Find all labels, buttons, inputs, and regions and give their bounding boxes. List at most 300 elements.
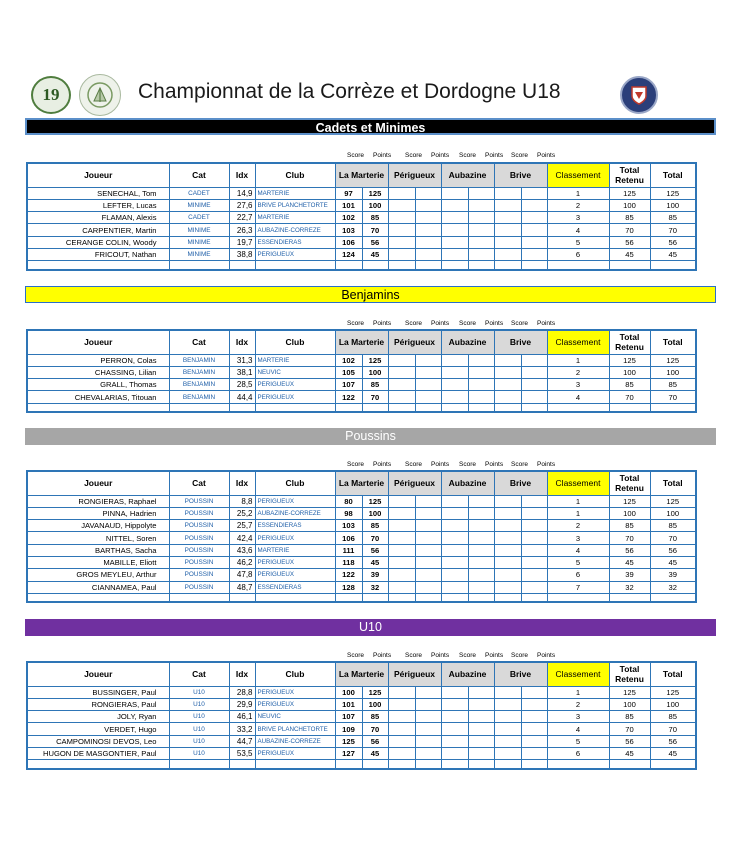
score-label: Score — [347, 652, 364, 659]
category: U10 — [169, 698, 229, 710]
club: AUBAZINE-CORREZE — [255, 224, 335, 236]
table-row — [27, 735, 696, 747]
index: 33,2 — [229, 723, 255, 735]
index: 28,8 — [229, 686, 255, 698]
score: 124 — [335, 248, 362, 260]
empty-cell — [441, 581, 468, 593]
empty-cell — [441, 199, 468, 211]
total-retenu: 70 — [609, 723, 650, 735]
points-label: Points — [431, 652, 450, 659]
rank: 3 — [547, 532, 609, 544]
score: 98 — [335, 507, 362, 519]
total: 100 — [650, 698, 696, 710]
header-course-brive: Brive — [494, 330, 547, 354]
club: ESSENDIERAS — [255, 520, 335, 532]
total: 70 — [650, 224, 696, 236]
empty-cell — [441, 760, 468, 769]
total: 56 — [650, 236, 696, 248]
club: MARTERIE — [255, 212, 335, 224]
header-course-brive: Brive — [494, 471, 547, 495]
empty-cell — [415, 760, 441, 769]
empty-cell — [388, 532, 415, 544]
empty-cell — [521, 261, 547, 270]
empty-cell — [388, 723, 415, 735]
total: 70 — [650, 391, 696, 403]
empty-cell — [169, 593, 229, 602]
index: 53,5 — [229, 747, 255, 759]
empty-cell — [415, 199, 441, 211]
index: 8,8 — [229, 495, 255, 507]
empty-cell — [468, 520, 494, 532]
points-label: Points — [431, 152, 450, 159]
empty-cell — [468, 593, 494, 602]
spacer-row — [27, 760, 696, 769]
category: MINIME — [169, 224, 229, 236]
points: 45 — [362, 747, 388, 759]
header-course-perigueux: Périgueux — [388, 471, 441, 495]
total-retenu: 56 — [609, 236, 650, 248]
empty-cell — [547, 403, 609, 412]
index: 31,3 — [229, 354, 255, 366]
empty-cell — [415, 556, 441, 568]
club: PERIGUEUX — [255, 532, 335, 544]
total-retenu: 70 — [609, 532, 650, 544]
total: 32 — [650, 581, 696, 593]
empty-cell — [521, 569, 547, 581]
empty-cell — [415, 212, 441, 224]
score-label: Score — [459, 152, 476, 159]
points-label: Points — [485, 652, 504, 659]
empty-cell — [521, 698, 547, 710]
header-course-marterie: La Marterie — [335, 662, 388, 686]
total: 70 — [650, 532, 696, 544]
empty-cell — [415, 593, 441, 602]
score: 118 — [335, 556, 362, 568]
empty-cell — [229, 593, 255, 602]
empty-cell — [468, 569, 494, 581]
table-row — [27, 581, 696, 593]
empty-cell — [494, 569, 521, 581]
total-retenu: 100 — [609, 366, 650, 378]
empty-cell — [468, 187, 494, 199]
empty-cell — [362, 760, 388, 769]
header-course-aubazine: Aubazine — [441, 330, 494, 354]
total-retenu: 100 — [609, 698, 650, 710]
score: 125 — [335, 735, 362, 747]
player-name: FRICOUT, Nathan — [27, 248, 169, 260]
points: 125 — [362, 495, 388, 507]
empty-cell — [609, 403, 650, 412]
total-retenu: 85 — [609, 212, 650, 224]
index: 22,7 — [229, 212, 255, 224]
empty-cell — [441, 711, 468, 723]
points-label: Points — [373, 461, 392, 468]
club: AUBAZINE-CORREZE — [255, 735, 335, 747]
empty-cell — [521, 760, 547, 769]
empty-cell — [415, 403, 441, 412]
points: 85 — [362, 379, 388, 391]
empty-cell — [494, 520, 521, 532]
score: 105 — [335, 366, 362, 378]
empty-cell — [415, 569, 441, 581]
header-course-marterie: La Marterie — [335, 163, 388, 187]
rank: 6 — [547, 569, 609, 581]
empty-cell — [468, 354, 494, 366]
empty-cell — [650, 261, 696, 270]
total: 85 — [650, 520, 696, 532]
points: 56 — [362, 544, 388, 556]
score-label: Score — [347, 461, 364, 468]
empty-cell — [468, 261, 494, 270]
score-label: Score — [405, 152, 422, 159]
empty-cell — [362, 261, 388, 270]
points-label: Points — [431, 320, 450, 327]
empty-cell — [441, 236, 468, 248]
empty-cell — [468, 379, 494, 391]
table-row — [27, 569, 696, 581]
player-name: CIANNAMEA, Paul — [27, 581, 169, 593]
empty-cell — [521, 495, 547, 507]
club: PERIGUEUX — [255, 569, 335, 581]
table-row — [27, 199, 696, 211]
rank: 5 — [547, 735, 609, 747]
club: BRIVE PLANCHETORTE — [255, 199, 335, 211]
empty-cell — [415, 723, 441, 735]
score: 127 — [335, 747, 362, 759]
player-name: FLAMAN, Alexis — [27, 212, 169, 224]
rank: 4 — [547, 723, 609, 735]
empty-cell — [388, 354, 415, 366]
section-banner-poussins: Poussins — [25, 428, 716, 445]
index: 38,8 — [229, 248, 255, 260]
empty-cell — [494, 391, 521, 403]
empty-cell — [441, 224, 468, 236]
empty-cell — [388, 391, 415, 403]
header-cat: Cat — [169, 662, 229, 686]
index: 25,2 — [229, 507, 255, 519]
empty-cell — [255, 261, 335, 270]
header-total-retenu: Total Retenu — [609, 471, 650, 495]
score-label: Score — [405, 461, 422, 468]
score: 106 — [335, 532, 362, 544]
empty-cell — [255, 760, 335, 769]
empty-cell — [468, 532, 494, 544]
header-course-perigueux: Périgueux — [388, 330, 441, 354]
empty-cell — [521, 354, 547, 366]
empty-cell — [494, 760, 521, 769]
index: 14,9 — [229, 187, 255, 199]
rank: 5 — [547, 556, 609, 568]
header-cat: Cat — [169, 471, 229, 495]
player-name: PINNA, Hadrien — [27, 507, 169, 519]
empty-cell — [415, 532, 441, 544]
points-label: Points — [537, 320, 556, 327]
player-name: JAVANAUD, Hippolyte — [27, 520, 169, 532]
club: PERIGUEUX — [255, 495, 335, 507]
header-total-retenu: Total Retenu — [609, 163, 650, 187]
score-label: Score — [347, 320, 364, 327]
empty-cell — [468, 366, 494, 378]
header-idx: Idx — [229, 471, 255, 495]
empty-cell — [441, 698, 468, 710]
points-label: Points — [537, 461, 556, 468]
empty-cell — [415, 379, 441, 391]
points: 70 — [362, 224, 388, 236]
spacer-row — [27, 403, 696, 412]
empty-cell — [415, 711, 441, 723]
empty-cell — [468, 544, 494, 556]
empty-cell — [169, 403, 229, 412]
empty-cell — [521, 532, 547, 544]
empty-cell — [415, 544, 441, 556]
empty-cell — [494, 187, 521, 199]
empty-cell — [521, 236, 547, 248]
empty-cell — [415, 236, 441, 248]
index: 48,7 — [229, 581, 255, 593]
table-row — [27, 354, 696, 366]
header-course-marterie: La Marterie — [335, 330, 388, 354]
empty-cell — [494, 212, 521, 224]
empty-cell — [494, 581, 521, 593]
points: 56 — [362, 735, 388, 747]
rank: 1 — [547, 686, 609, 698]
empty-cell — [415, 747, 441, 759]
player-name: HUGON DE MASGONTIER, Paul — [27, 747, 169, 759]
score: 101 — [335, 199, 362, 211]
score-points-labels — [0, 152, 742, 162]
empty-cell — [468, 723, 494, 735]
empty-cell — [494, 366, 521, 378]
club: ESSENDIERAS — [255, 581, 335, 593]
club: ESSENDIERAS — [255, 236, 335, 248]
category: POUSSIN — [169, 581, 229, 593]
total: 45 — [650, 556, 696, 568]
table-row — [27, 556, 696, 568]
player-name: CHEVALARIAS, Titouan — [27, 391, 169, 403]
empty-cell — [388, 261, 415, 270]
empty-cell — [415, 224, 441, 236]
empty-cell — [441, 520, 468, 532]
total: 56 — [650, 544, 696, 556]
points-label: Points — [485, 461, 504, 468]
empty-cell — [388, 581, 415, 593]
empty-cell — [494, 354, 521, 366]
score: 102 — [335, 354, 362, 366]
player-name: MABILLE, Eliott — [27, 556, 169, 568]
empty-cell — [468, 403, 494, 412]
empty-cell — [362, 593, 388, 602]
header-joueur: Joueur — [27, 662, 169, 686]
score: 102 — [335, 212, 362, 224]
empty-cell — [335, 760, 362, 769]
table-row — [27, 520, 696, 532]
index: 43,6 — [229, 544, 255, 556]
empty-cell — [521, 366, 547, 378]
empty-cell — [388, 199, 415, 211]
empty-cell — [388, 379, 415, 391]
total-retenu: 125 — [609, 187, 650, 199]
header-club: Club — [255, 471, 335, 495]
empty-cell — [441, 544, 468, 556]
empty-cell — [255, 403, 335, 412]
empty-cell — [388, 495, 415, 507]
empty-cell — [415, 366, 441, 378]
club: NEUVIC — [255, 366, 335, 378]
empty-cell — [521, 224, 547, 236]
empty-cell — [468, 686, 494, 698]
rank: 4 — [547, 391, 609, 403]
empty-cell — [494, 532, 521, 544]
table-row — [27, 366, 696, 378]
score-label: Score — [405, 652, 422, 659]
empty-cell — [441, 686, 468, 698]
empty-cell — [441, 723, 468, 735]
results-table-poussins — [26, 470, 697, 603]
empty-cell — [388, 224, 415, 236]
total-retenu: 39 — [609, 569, 650, 581]
index: 38,1 — [229, 366, 255, 378]
club: NEUVIC — [255, 711, 335, 723]
total: 125 — [650, 354, 696, 366]
empty-cell — [388, 711, 415, 723]
category: BENJAMIN — [169, 379, 229, 391]
section-banner-u10: U10 — [25, 619, 716, 636]
total: 100 — [650, 199, 696, 211]
empty-cell — [441, 747, 468, 759]
empty-cell — [521, 199, 547, 211]
header-classement: Classement — [547, 163, 609, 187]
score: 100 — [335, 686, 362, 698]
empty-cell — [521, 403, 547, 412]
club: MARTERIE — [255, 187, 335, 199]
rank: 5 — [547, 236, 609, 248]
total-retenu: 70 — [609, 391, 650, 403]
empty-cell — [494, 236, 521, 248]
empty-cell — [415, 520, 441, 532]
empty-cell — [494, 224, 521, 236]
empty-cell — [609, 593, 650, 602]
empty-cell — [547, 593, 609, 602]
score-label: Score — [459, 652, 476, 659]
points-label: Points — [373, 152, 392, 159]
score-label: Score — [511, 652, 528, 659]
category: POUSSIN — [169, 495, 229, 507]
player-name: LEFTER, Lucas — [27, 199, 169, 211]
total: 125 — [650, 495, 696, 507]
total: 85 — [650, 212, 696, 224]
points-label: Points — [537, 652, 556, 659]
club: PERIGUEUX — [255, 248, 335, 260]
header-idx: Idx — [229, 163, 255, 187]
results-table-u10 — [26, 661, 697, 770]
empty-cell — [521, 379, 547, 391]
club: MARTERIE — [255, 544, 335, 556]
empty-cell — [468, 581, 494, 593]
empty-cell — [468, 224, 494, 236]
empty-cell — [27, 593, 169, 602]
empty-cell — [650, 593, 696, 602]
empty-cell — [362, 403, 388, 412]
table-row — [27, 711, 696, 723]
header-club: Club — [255, 330, 335, 354]
club: BRIVE PLANCHETORTE — [255, 723, 335, 735]
points: 45 — [362, 556, 388, 568]
empty-cell — [468, 248, 494, 260]
rank: 3 — [547, 711, 609, 723]
empty-cell — [415, 735, 441, 747]
empty-cell — [547, 261, 609, 270]
score-label: Score — [511, 152, 528, 159]
empty-cell — [388, 698, 415, 710]
points: 70 — [362, 532, 388, 544]
total-retenu: 70 — [609, 224, 650, 236]
points: 100 — [362, 698, 388, 710]
header-classement: Classement — [547, 662, 609, 686]
points: 100 — [362, 199, 388, 211]
empty-cell — [468, 711, 494, 723]
rank: 4 — [547, 224, 609, 236]
header-joueur: Joueur — [27, 471, 169, 495]
empty-cell — [441, 593, 468, 602]
empty-cell — [388, 520, 415, 532]
empty-cell — [468, 236, 494, 248]
empty-cell — [521, 212, 547, 224]
player-name: GRALL, Thomas — [27, 379, 169, 391]
empty-cell — [441, 366, 468, 378]
total-retenu: 100 — [609, 507, 650, 519]
header-course-aubazine: Aubazine — [441, 163, 494, 187]
total-retenu: 45 — [609, 747, 650, 759]
empty-cell — [441, 532, 468, 544]
score: 80 — [335, 495, 362, 507]
category: POUSSIN — [169, 544, 229, 556]
empty-cell — [441, 391, 468, 403]
total: 100 — [650, 507, 696, 519]
table-row — [27, 236, 696, 248]
total: 85 — [650, 711, 696, 723]
score: 109 — [335, 723, 362, 735]
score-label: Score — [511, 461, 528, 468]
empty-cell — [388, 248, 415, 260]
empty-cell — [521, 747, 547, 759]
header-club: Club — [255, 662, 335, 686]
empty-cell — [388, 236, 415, 248]
empty-cell — [650, 760, 696, 769]
empty-cell — [494, 495, 521, 507]
rank: 2 — [547, 366, 609, 378]
category: U10 — [169, 747, 229, 759]
empty-cell — [468, 391, 494, 403]
empty-cell — [415, 391, 441, 403]
total-retenu: 85 — [609, 379, 650, 391]
player-name: JOLY, Ryan — [27, 711, 169, 723]
category: POUSSIN — [169, 556, 229, 568]
empty-cell — [415, 698, 441, 710]
club-logo-icon — [31, 76, 71, 114]
header-total: Total — [650, 330, 696, 354]
header-course-marterie: La Marterie — [335, 471, 388, 495]
header-joueur: Joueur — [27, 330, 169, 354]
player-name: RONGIERAS, Paul — [27, 698, 169, 710]
empty-cell — [494, 747, 521, 759]
category: MINIME — [169, 248, 229, 260]
index: 47,8 — [229, 569, 255, 581]
score: 107 — [335, 379, 362, 391]
index: 29,9 — [229, 698, 255, 710]
category: MINIME — [169, 199, 229, 211]
empty-cell — [521, 711, 547, 723]
rank: 2 — [547, 698, 609, 710]
